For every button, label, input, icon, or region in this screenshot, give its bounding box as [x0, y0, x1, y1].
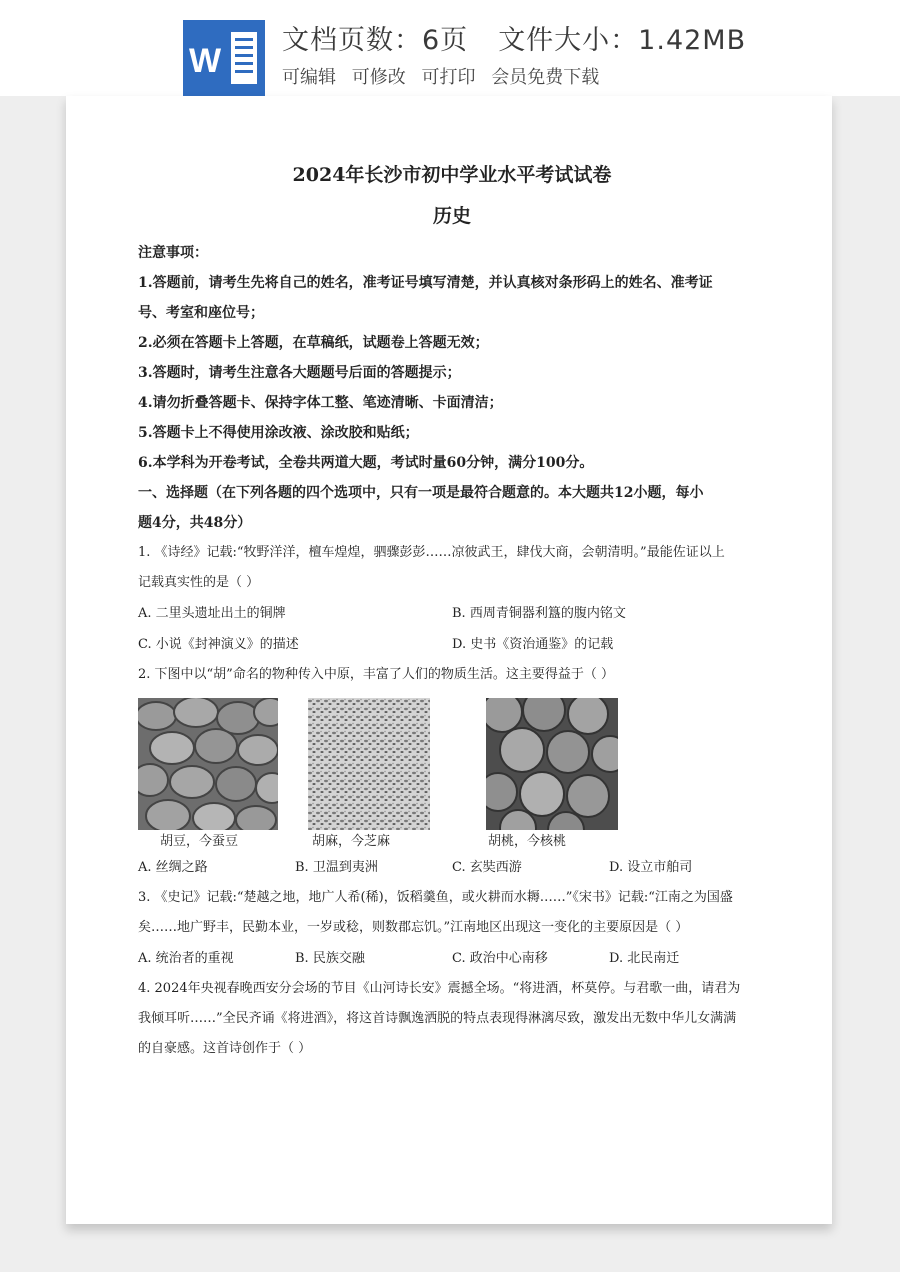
notice-line: 4.请勿折叠答题卡、保持字体工整、笔迹清晰、卡面清洁； [138, 395, 503, 411]
feature-editable: 可编辑 [282, 67, 336, 88]
notice-line: 5.答题卡上不得使用涂改液、涂改胶和贴纸； [138, 425, 419, 441]
section-heading: 题4分，共48分） [138, 515, 252, 531]
option-d: D. 北民南迁 [609, 951, 680, 966]
option-b: B. 西周青铜器利簋的腹内铭文 [452, 606, 626, 621]
question-2-images [138, 692, 766, 852]
question-4-text: 的自豪感。这首诗创作于（ ） [138, 1041, 312, 1056]
question-1-options [138, 598, 766, 629]
notice-line: 2.必须在答题卡上答题，在草稿纸，试题卷上答题无效； [138, 335, 489, 351]
file-size: 文件大小：1.42MB [498, 25, 747, 56]
doc-meta [282, 18, 746, 89]
broad-beans-image [138, 698, 278, 830]
feature-modifiable: 可修改 [351, 67, 406, 88]
notice-line: 6.本学科为开卷考试，全卷共两道大题，考试时量60分钟，满分100分。 [138, 455, 594, 471]
option-d: D. 设立市舶司 [609, 860, 693, 875]
option-a: A. 丝绸之路 [138, 860, 208, 875]
question-4-text: 我倾耳听……”全民齐诵《将进酒》，将这首诗飘逸洒脱的特点表现得淋漓尽致，激发出无数中华儿女满满 [138, 1011, 737, 1026]
caption-sesame: 胡麻，今芝麻 [312, 834, 391, 849]
question-3-text: 3. 《史记》记载:“楚越之地，地广人希(稀)，饭稻羹鱼，或火耕而水耨……”《宋书》记载:“江南之为国盛 [138, 890, 733, 905]
question-3-options [138, 943, 766, 974]
page-count: 文档页数：6页 [282, 25, 469, 56]
option-c: C. 小说《封神演义》的描述 [138, 637, 299, 652]
svg-text:W: W [189, 42, 222, 80]
sesame-image [308, 698, 430, 830]
question-1-text: 1. 《诗经》记载:“牧野洋洋，檀车煌煌，驷骤彭彭……凉彼武王，肆伐大商，会朝清明。”最能佐证以上 [138, 545, 725, 560]
word-document-icon [183, 20, 265, 96]
feature-member-download: 会员免费下载 [491, 67, 600, 88]
option-a: A. 二里头遗址出土的铜牌 [138, 606, 286, 621]
question-2-options [138, 852, 766, 883]
question-1-options [138, 629, 766, 660]
notice-line: 号、考室和座位号； [138, 305, 264, 321]
option-d: D. 史书《资治通鉴》的记载 [452, 637, 614, 652]
question-3-text: 矣……地广野丰，民勤本业，一岁或稔，则数郡忘饥。”江南地区出现这一变化的主要原因是（ ） [138, 920, 689, 935]
document-page [66, 96, 832, 1224]
header [0, 0, 900, 96]
section-heading: 一、选择题（在下列各题的四个选项中，只有一项是最符合题意的。本大题共12小题，每小 [138, 485, 704, 501]
notice-heading: 注意事项： [138, 245, 208, 261]
question-4-text: 4. 2024年央视春晚西安分会场的节目《山河诗长安》震撼全场。“将进酒，杯莫停。与君歌一曲，请君为 [138, 981, 741, 996]
option-b: B. 卫温到夷洲 [295, 860, 378, 875]
walnut-image [486, 698, 618, 830]
option-c: C. 政治中心南移 [452, 951, 548, 966]
option-b: B. 民族交融 [295, 951, 365, 966]
option-c: C. 玄奘西游 [452, 860, 522, 875]
option-a: A. 统治者的重视 [138, 951, 234, 966]
feature-list [282, 63, 746, 89]
question-1-text: 记载真实性的是（ ） [138, 575, 260, 590]
notice-line: 3.答题时，请考生注意各大题题号后面的答题提示； [138, 365, 461, 381]
question-2-text: 2. 下图中以“胡”命名的物种传入中原，丰富了人们的物质生活。这主要得益于（ ） [138, 667, 614, 682]
exam-title: 2024年长沙市初中学业水平考试试卷 [292, 164, 612, 186]
caption-broad-beans: 胡豆，今蚕豆 [160, 834, 239, 849]
caption-walnut: 胡桃，今核桃 [488, 834, 567, 849]
notice-line: 1.答题前，请考生先将自己的姓名，准考证号填写清楚，并认真核对条形码上的姓名、准考证 [138, 275, 713, 291]
feature-printable: 可打印 [421, 67, 476, 88]
exam-subject: 历史 [432, 205, 471, 227]
